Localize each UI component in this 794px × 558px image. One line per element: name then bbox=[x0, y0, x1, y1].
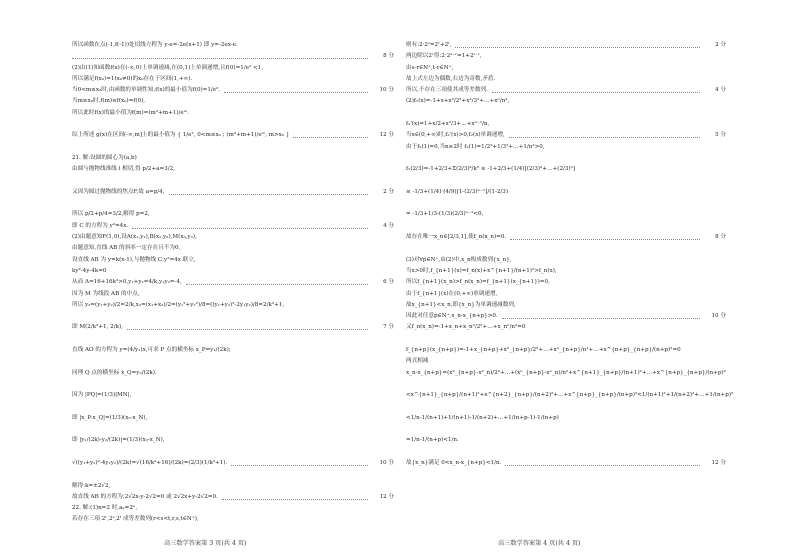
page-3-footer: 高三数学答案第 3 页(共 4 页) bbox=[164, 540, 247, 547]
answer-line bbox=[72, 255, 394, 266]
answer-line bbox=[406, 311, 726, 322]
answer-line bbox=[406, 187, 726, 198]
answer-line bbox=[72, 130, 394, 141]
answer-line bbox=[406, 379, 726, 390]
answer-line bbox=[406, 176, 726, 187]
answer-text: 同理 Q 点的横坐标 x_Q=y₂/(2k). bbox=[72, 369, 157, 376]
answer-text: 综上所述 g(x)在区间(-∞,m]上的最小值为 { 1/e², 0<m≤x₀ ; (m²+m+1)/eᵐ, m>x₀ } bbox=[72, 132, 290, 139]
score-mark: 4 分 bbox=[715, 87, 726, 94]
leader-dots bbox=[455, 47, 700, 48]
answer-line bbox=[72, 176, 394, 187]
score-mark: 8 分 bbox=[715, 234, 726, 241]
answer-line bbox=[406, 85, 726, 96]
answer-line bbox=[72, 424, 394, 435]
leader-dots bbox=[127, 329, 368, 330]
answer-line bbox=[72, 481, 394, 492]
answer-line bbox=[72, 334, 394, 345]
answer-line bbox=[406, 458, 726, 469]
answer-line bbox=[72, 51, 394, 62]
answer-line bbox=[72, 63, 394, 74]
answer-line bbox=[406, 356, 726, 367]
answer-text: 直线 AO 的方程为 y=(4/y₁)x,可求 P 点的横坐标 x_P=y₁/(2k); bbox=[72, 347, 231, 354]
answer-line bbox=[406, 334, 726, 345]
answer-text: 即 |x_P-x_Q|=(1/3)(x₃-x_N), bbox=[72, 414, 148, 421]
answer-text: x_n-x_{n+p}=(x²_{n+p}-x²_n)/2²+…+(xⁿ_{n+p}-xⁿ_n)/n²+x^{n+1}_{n+p}/(n+1)²+…+x^{n+p}_{n+p}/(n+p)² bbox=[406, 369, 726, 376]
leader-dots bbox=[293, 137, 368, 138]
answer-text: 故直线 AB 的方程为:2√2x-y-2√2=0 或 2√2x+y-2√2=0. bbox=[72, 493, 218, 500]
answer-line bbox=[72, 458, 394, 469]
answer-text: 所以函数在点(-1,f(-1))处切线方程为 y-e=-2e(x+1) 即 y=-2ex-e. bbox=[72, 42, 238, 48]
answer-line bbox=[72, 390, 394, 401]
answer-text: 故上式左边为偶数,右边为奇数,矛盾. bbox=[406, 75, 496, 82]
answer-line bbox=[72, 322, 394, 333]
answer-line bbox=[72, 108, 394, 119]
score-mark: 10 分 bbox=[711, 313, 726, 320]
score-mark: 2 分 bbox=[715, 42, 726, 48]
answer-text: 由于f₂(1)=0,当n≥2时 f₂(1)=1/2²+1/3²+…+1/n²>0, bbox=[406, 143, 545, 150]
answer-line bbox=[72, 209, 394, 220]
leader-dots bbox=[222, 499, 368, 500]
answer-text: = -1/3+1/3-(1/3)(2/3)ⁿ⁻¹<0, bbox=[406, 211, 484, 218]
answer-line bbox=[406, 368, 726, 379]
answer-line bbox=[72, 300, 394, 311]
answer-line bbox=[72, 345, 394, 356]
answer-line bbox=[72, 311, 394, 322]
answer-text: 从而 Δ=16+16k²>0,y₁+y₂=4/k,y₁y₂=-4, bbox=[72, 279, 182, 286]
leader-dots bbox=[231, 465, 368, 466]
answer-text: 当x∈(0,+∞)时,f₂'(x)>0,f₂(x)单调递增, bbox=[406, 132, 505, 139]
answer-line bbox=[406, 198, 726, 209]
answer-line bbox=[72, 503, 394, 514]
score-mark: 2 分 bbox=[383, 188, 394, 195]
answer-text: <1/n-1/(n+1)+1/(n+1)-1/(n+2)+…+1/(n+p-1)-1/(n+p) bbox=[406, 414, 559, 421]
answer-line bbox=[72, 435, 394, 446]
answer-text: (3)对∀p∈N⁺,由(2)中,x_n构成数列{x_n}, bbox=[406, 256, 512, 263]
leader-dots bbox=[509, 137, 700, 138]
answer-text: 两式相减 bbox=[406, 358, 429, 365]
answer-line bbox=[72, 356, 394, 367]
answer-text: =1/n-1/(n+p)<1/n. bbox=[406, 437, 459, 444]
answer-text: 即 |y₁/(2k)-y₂/(2k)|=(1/3)(x₃-x_N), bbox=[72, 437, 165, 444]
answer-text: f_{n+p}(x_{n+p})=-1+x_{n+p}+x²_{n+p}/2²+…+xⁿ_{n+p}/n²+…+x^{n+p}_{n+p}/(n+p)²=0 bbox=[406, 347, 681, 354]
answer-line bbox=[406, 153, 726, 164]
answer-line bbox=[72, 413, 394, 424]
answer-text: 所以,不存在三项使其成等差数列. bbox=[406, 87, 488, 94]
answer-line bbox=[406, 209, 726, 220]
score-mark: 7 分 bbox=[383, 324, 394, 331]
answer-line bbox=[406, 40, 726, 51]
answer-line bbox=[406, 322, 726, 333]
answer-line bbox=[406, 221, 726, 232]
leader-dots bbox=[72, 58, 368, 59]
leader-dots bbox=[169, 194, 368, 195]
answer-line bbox=[72, 198, 394, 209]
leader-dots bbox=[510, 239, 700, 240]
answer-line bbox=[406, 243, 726, 254]
answer-text: ≤ -1/3+(1/4)·(4/9)[1-(2/3)ⁿ⁻¹]/(1-2/3) bbox=[406, 188, 509, 195]
answer-line bbox=[72, 514, 394, 525]
answer-line bbox=[406, 130, 726, 141]
score-mark: 12 分 bbox=[379, 132, 394, 139]
answer-line bbox=[406, 424, 726, 435]
page-4-footer: 高三数学答案第 4 页(共 4 页) bbox=[498, 540, 581, 547]
answer-text: 当0<m≤x₀时,由函数的单调性知,f(x)的最小值为f(0)=1/e². bbox=[72, 87, 221, 94]
answer-line bbox=[406, 266, 726, 277]
answer-line bbox=[406, 63, 726, 74]
answer-text: 所以f_{n+1}(x_n)>f_n(x_n)=f_{n+1}(x_{n+1})=0, bbox=[406, 279, 550, 286]
answer-line bbox=[72, 187, 394, 198]
answer-line bbox=[72, 266, 394, 277]
answer-line bbox=[406, 232, 726, 243]
answer-line bbox=[406, 96, 726, 107]
answer-text: 则有:2·2ˢ=2ʳ+2ᵗ, bbox=[406, 42, 452, 48]
answer-line bbox=[406, 164, 726, 175]
answer-text: 因为 |PQ|=(1/3)|MN|, bbox=[72, 392, 132, 399]
answer-text: 故{x_n}满足 0<x_n-x_{n+p}<1/n. bbox=[406, 459, 502, 466]
answer-line bbox=[72, 492, 394, 503]
answer-line bbox=[72, 402, 394, 413]
score-mark: 4 分 bbox=[383, 222, 394, 229]
answer-text: 由s-r∈N⁺,t-r∈N⁺, bbox=[406, 64, 454, 71]
leader-dots bbox=[186, 284, 368, 285]
answer-text: 21. 解:设圆的圆心为(a,b) bbox=[72, 154, 137, 161]
answer-text: 故存在唯一x_n∈[2/3,1],使f_n(x_n)=0. bbox=[406, 234, 507, 241]
answer-line bbox=[406, 390, 734, 401]
answer-line bbox=[406, 142, 726, 153]
answer-text: 所以满足f(x₀)=1(x₀≠0)的x₀存在于区间(1,+∞). bbox=[72, 75, 193, 82]
leader-dots bbox=[224, 92, 368, 93]
answer-line bbox=[72, 221, 394, 232]
score-mark: 8 分 bbox=[383, 53, 394, 60]
answer-line bbox=[72, 277, 394, 288]
answer-text: 当x>0时,f_{n+1}(x)=f_n(x)+x^{n+1}/(n+1)²>f_n(x), bbox=[406, 267, 557, 274]
answer-line bbox=[72, 96, 394, 107]
answer-line bbox=[72, 119, 394, 130]
score-mark: 12 分 bbox=[711, 459, 726, 466]
answer-line bbox=[72, 447, 394, 458]
answer-text: 所以此时f(x)的最小值为f(m)=(m²+m+1)/eᵐ. bbox=[72, 109, 189, 116]
answer-line bbox=[72, 469, 394, 480]
answer-line bbox=[406, 277, 726, 288]
answer-text: 所以 y₃=(y₁+y₂)/2=2/k,x₃=(x₁+x₂)/2=(y₁²+y₂²)/8=((y₁+y₂)²-2y₁y₂)/8=2/k²+1, bbox=[72, 301, 285, 308]
answer-text: 又f_n(x_n)=-1+x_n+x_n²/2²+…+x_nⁿ/n²=0 bbox=[406, 324, 526, 331]
answer-line bbox=[72, 85, 394, 96]
answer-line bbox=[406, 255, 726, 266]
answer-text: (2)f₂(x)=-1+x+x²/2²+x³/3²+…+xⁿ/n², bbox=[406, 98, 510, 105]
answer-text: 若存在三项 2ʳ,2ˢ,2ᵗ 成等差数列(r<s<t,r,s,t∈N⁺), bbox=[72, 516, 199, 523]
answer-line bbox=[406, 447, 726, 458]
page-4-column bbox=[406, 40, 734, 469]
answer-text: 又因为圆过抛物线的焦点F,故 a=p/4, bbox=[72, 188, 165, 195]
answer-text: 设直线 AB 为 y=k(x-1),与抛物线 C:y²=4x 联立, bbox=[72, 256, 196, 263]
answer-text: 当m≥x₀时,f(m)≤f(x₀)=f(0), bbox=[72, 98, 146, 105]
answer-text: ky²-4y-4k=0 bbox=[72, 267, 107, 274]
answer-text: 即 C 的方程为 y²=4x. bbox=[72, 222, 129, 229]
answer-line bbox=[72, 40, 394, 51]
page-3-column bbox=[72, 40, 394, 526]
leader-dots bbox=[132, 228, 368, 229]
answer-line bbox=[406, 108, 726, 119]
score-mark: 12 分 bbox=[379, 493, 394, 500]
answer-text: √((y₁+y₂)²-4y₁y₂)/(2k)=√(16/k²+16)/(2k)=(2/3)(1/k²+1). bbox=[72, 459, 228, 466]
answer-line bbox=[406, 119, 726, 130]
answer-text: 因此对任意p∈N⁺,x_n-x_{n+p}>0. bbox=[406, 313, 498, 320]
answer-line bbox=[406, 413, 726, 424]
answer-text: 由题意知,直线 AB 的斜率一定存在且不为0, bbox=[72, 245, 181, 252]
score-mark: 6 分 bbox=[383, 279, 394, 286]
answer-line bbox=[72, 164, 394, 175]
answer-text: 因为 M 为线段 AB 的中点, bbox=[72, 290, 140, 297]
answer-text: 两边除以2ʳ得:2·2ˢ⁻ʳ=1+2ᵗ⁻ʳ, bbox=[406, 53, 482, 60]
answer-line bbox=[406, 300, 726, 311]
answer-text: f₂(2/3)=-1+2/3+Σ(2/3)ᵏ/k² ≤ -1+2/3+(1/4)[(2/3)²+…+(2/3)ⁿ] bbox=[406, 166, 576, 173]
answer-line bbox=[406, 289, 726, 300]
answer-text: 由于f_{n+1}(x)在(0,+∞)单调递增, bbox=[406, 290, 498, 297]
answer-text: 解得:k=±2√2, bbox=[72, 482, 111, 489]
answer-line bbox=[72, 142, 394, 153]
answer-text: <x^{n+1}_{n+p}/(n+1)²+x^{n+2}_{n+p}/(n+2)²+…+x^{n+p}_{n+p}/(n+p)²<1/(n+1)²+1/(n+2)²+…+1/(n+p)² bbox=[406, 392, 734, 399]
answer-line bbox=[406, 435, 726, 446]
score-mark: 10 分 bbox=[379, 459, 394, 466]
answer-line bbox=[406, 345, 726, 356]
leader-dots bbox=[502, 318, 700, 319]
leader-dots bbox=[505, 465, 700, 466]
answer-text: 故x_{n+1}<x_n,即{x_n}为单调递减数列, bbox=[406, 301, 516, 308]
answer-text: f₂'(x)=1+x/2+x²/3+…+xⁿ⁻¹/n, bbox=[406, 121, 490, 128]
answer-text: 即 M(2/k²+1, 2/k), bbox=[72, 324, 123, 331]
answer-line bbox=[72, 153, 394, 164]
answer-text: 所以 p/2+p/4=3/2,解得 p=2, bbox=[72, 211, 150, 218]
score-mark: 10 分 bbox=[379, 87, 394, 94]
answer-line bbox=[72, 74, 394, 85]
answer-text: (2)由(1)知函数f(x)在(-∞,0)上单调递减,在(0,1)上单调递增,且f(0)=1/e² <1, bbox=[72, 64, 264, 71]
answer-line bbox=[406, 51, 726, 62]
score-mark: 5 分 bbox=[715, 132, 726, 139]
answer-line bbox=[406, 74, 726, 85]
leader-dots bbox=[492, 92, 700, 93]
answer-text: 22. 解:(1)n=2 时,a₂=2ⁿ, bbox=[72, 505, 138, 512]
answer-line bbox=[72, 368, 394, 379]
answer-line bbox=[406, 402, 726, 413]
answer-line bbox=[72, 243, 394, 254]
answer-line bbox=[72, 379, 394, 390]
answer-line bbox=[72, 289, 394, 300]
answer-line bbox=[72, 232, 394, 243]
answer-text: (2)由题意知F(1,0),设A(x₁,y₁),B(x₂,y₂),M(x₃,y₃), bbox=[72, 234, 197, 241]
answer-text: 由圆与抛物线准线 l 相切,得 p/2+a=3/2, bbox=[72, 166, 175, 173]
